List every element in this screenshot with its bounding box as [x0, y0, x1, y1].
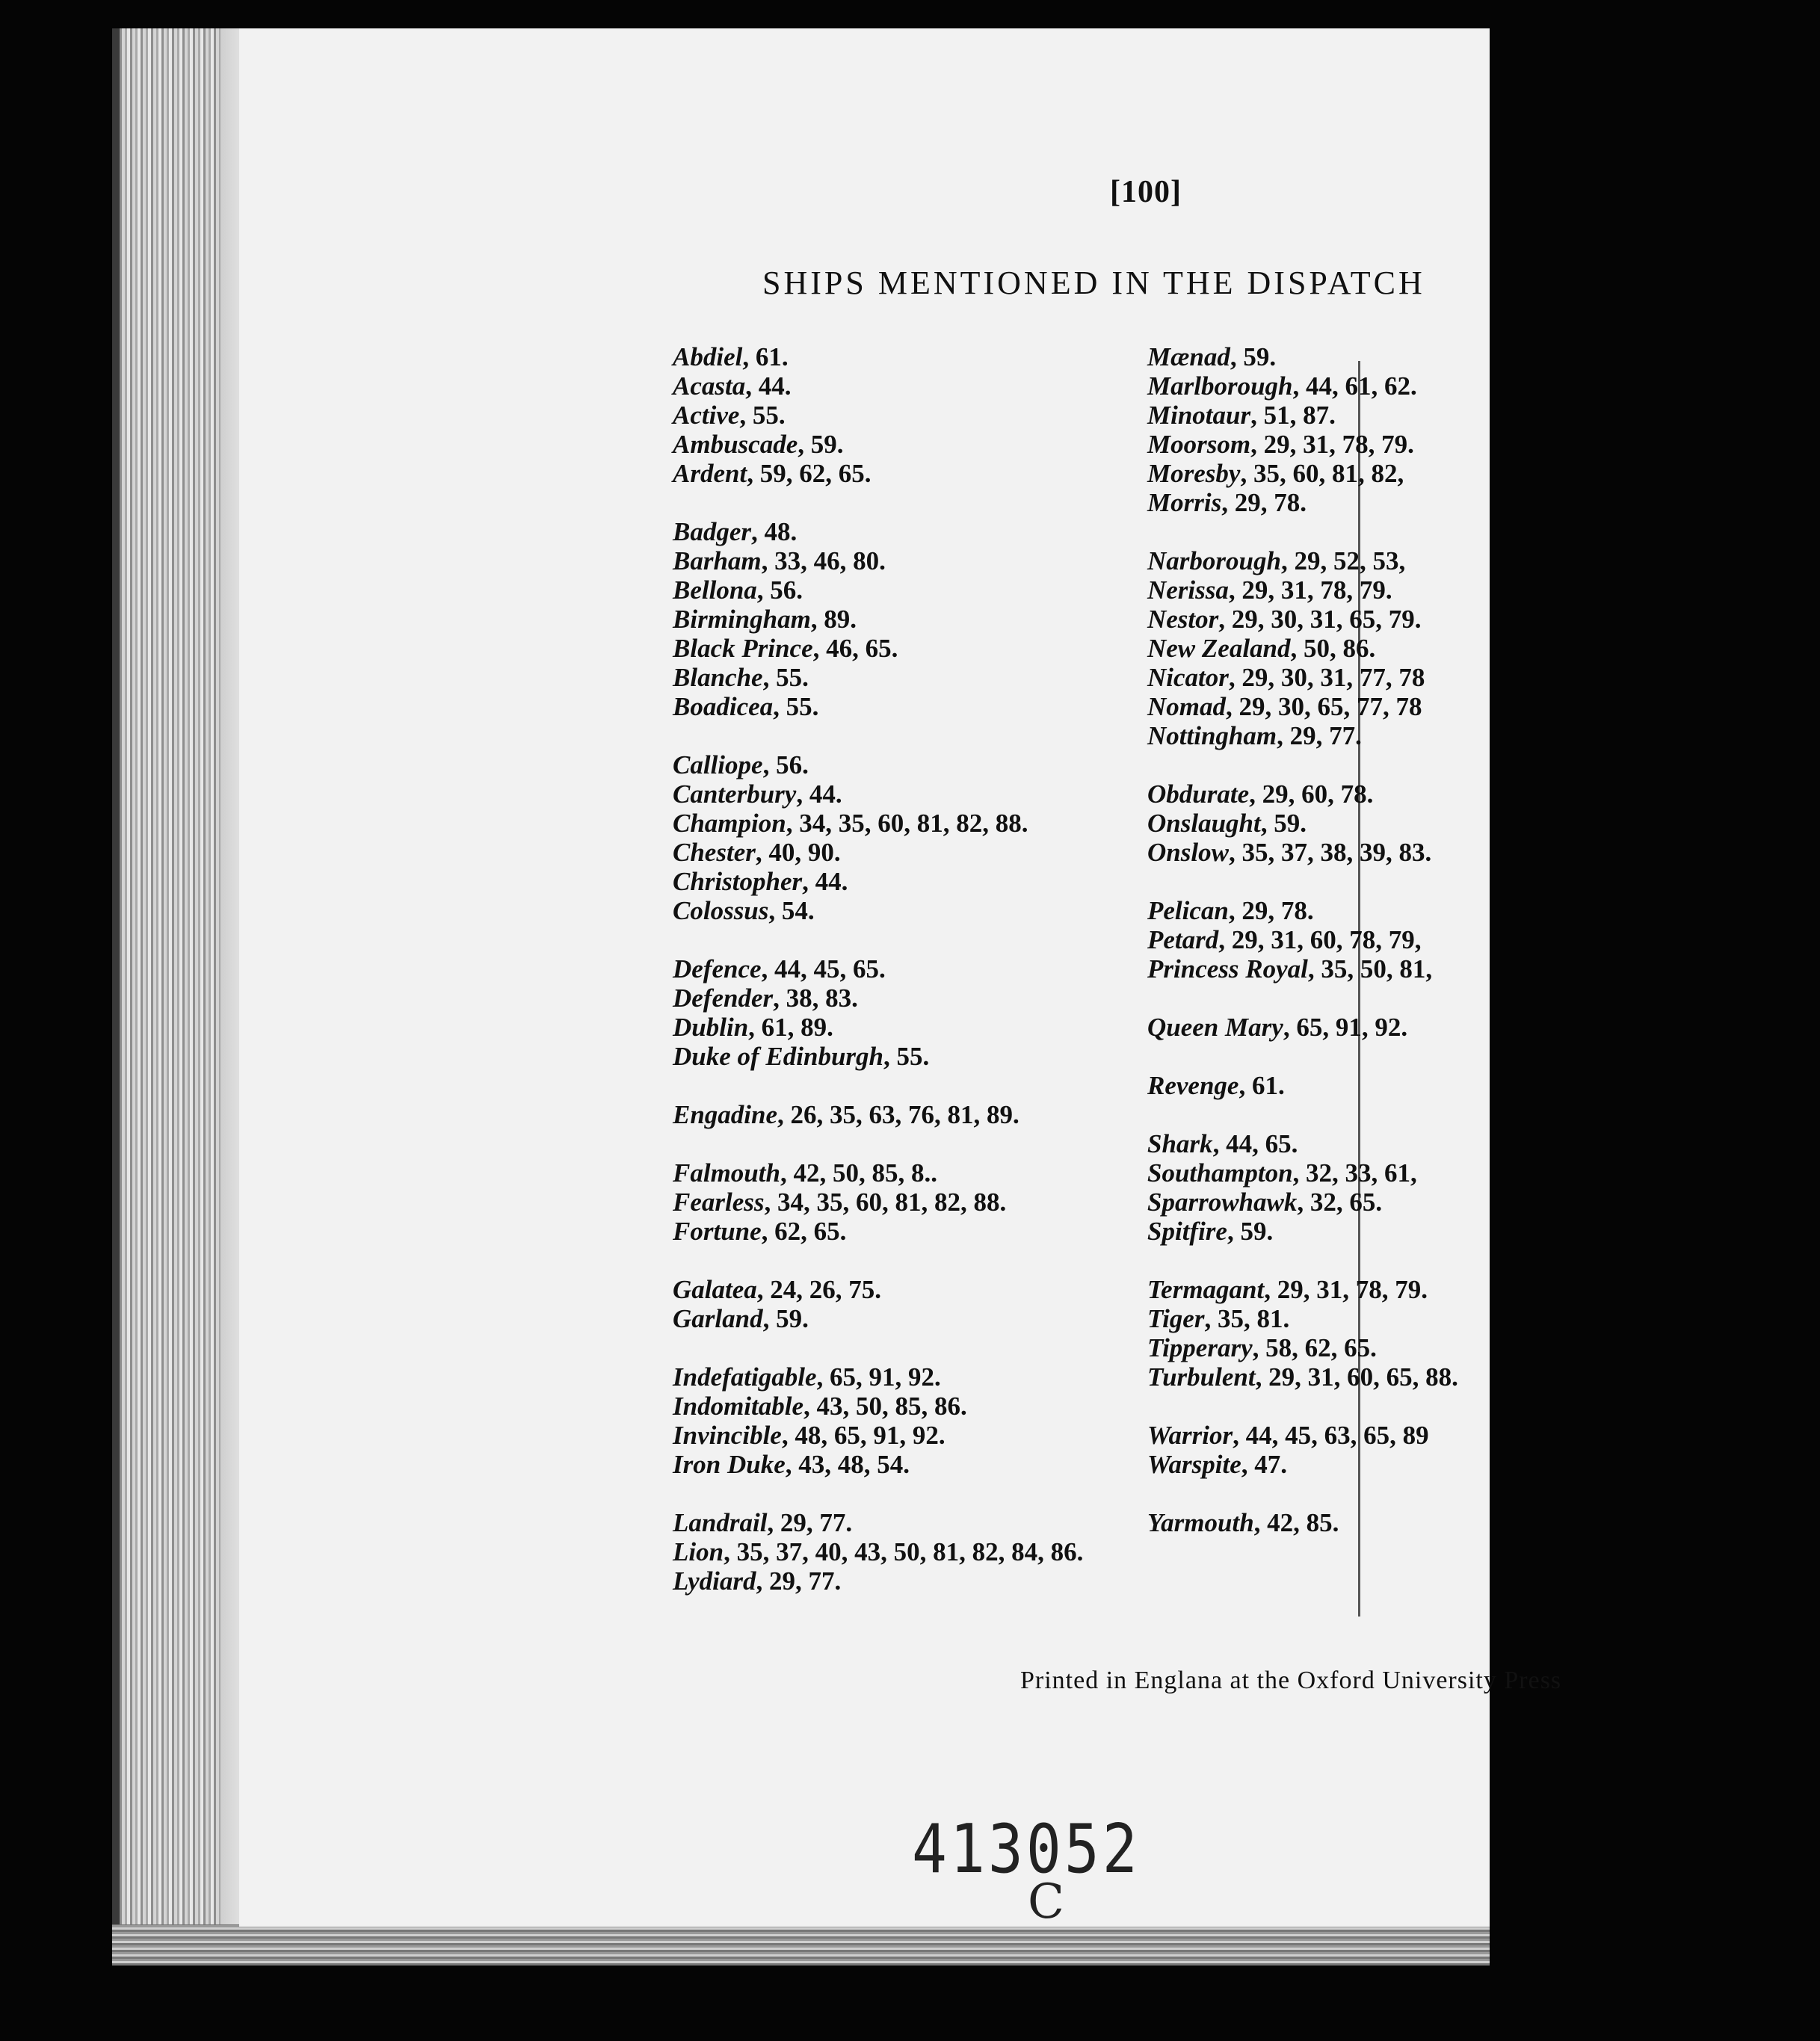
index-entry	[1147, 1217, 1820, 1246]
index-title: SHIPS MENTIONED IN THE DISPATCH	[762, 265, 1425, 301]
page-refs: , 65, 91, 92.	[1283, 1013, 1408, 1042]
page-refs: , 24, 26, 75.	[756, 1275, 882, 1304]
ship-name: Abdiel	[673, 342, 743, 371]
ship-name: Narborough	[1147, 546, 1281, 575]
ship-name: Warrior	[1147, 1421, 1233, 1450]
page-refs: , 59.	[1260, 809, 1307, 838]
index-entry	[1147, 1333, 1820, 1362]
page-refs: , 44.	[802, 867, 848, 896]
page-refs: , 26, 35, 63, 76, 81, 89.	[777, 1100, 1019, 1129]
ship-name: Termagant	[1147, 1275, 1265, 1304]
page-refs: , 29, 30, 31, 65, 79.	[1218, 605, 1422, 634]
page-refs: , 55.	[773, 692, 819, 721]
page-number: [100]	[1110, 175, 1182, 209]
ship-name: Iron Duke	[673, 1450, 786, 1479]
index-entry	[1147, 634, 1820, 663]
page-refs: , 35, 50, 81,	[1307, 954, 1433, 984]
page-refs: , 29, 31, 78, 79.	[1264, 1275, 1428, 1304]
page-refs: , 34, 35, 60, 81, 82, 88.	[764, 1188, 1007, 1217]
index-entry	[1147, 546, 1820, 575]
index-gap	[1147, 1246, 1820, 1275]
page-refs: , 59.	[798, 430, 844, 459]
ship-name: Nicator	[1147, 663, 1229, 692]
page-refs: , 35, 37, 38, 39, 83.	[1228, 838, 1432, 867]
ship-name: Minotaur	[1147, 401, 1251, 430]
ship-name: Invincible	[673, 1421, 782, 1450]
page-refs: , 55.	[739, 401, 786, 430]
page-refs: , 42, 85.	[1253, 1508, 1339, 1537]
page-refs: , 40, 90.	[755, 838, 841, 867]
ship-name: Colossus	[673, 896, 769, 925]
page-refs: , 29, 31, 78, 79.	[1228, 575, 1392, 605]
page-refs: , 35, 60, 81, 82,	[1240, 459, 1404, 488]
index-entry	[1147, 1362, 1820, 1392]
index-entry	[1147, 605, 1820, 634]
ship-name: Tipperary	[1147, 1333, 1253, 1362]
ship-name: Tiger	[1147, 1304, 1205, 1333]
ship-name: Warspite	[1147, 1450, 1241, 1479]
ship-name: Onslow	[1147, 838, 1229, 867]
ship-name: Obdurate	[1147, 779, 1250, 809]
book-page	[239, 28, 1562, 1930]
page-refs: , 48, 65, 91, 92.	[781, 1421, 946, 1450]
page-refs: , 59, 62, 65.	[747, 459, 872, 488]
ship-name: Champion	[673, 809, 786, 838]
stamp-mark: C	[1028, 1874, 1064, 1930]
index-entry	[673, 1566, 1375, 1596]
ship-name: Engadine	[673, 1100, 778, 1129]
index-entry	[1147, 1129, 1820, 1158]
ship-name: Defender	[673, 984, 774, 1013]
index-entry	[1147, 1013, 1820, 1042]
page-refs: , 29, 78.	[1228, 896, 1314, 925]
ship-name: Nestor	[1147, 605, 1219, 634]
printer-imprint: Printed in Englana at the Oxford University Press	[1020, 1667, 1562, 1694]
index-entry	[1147, 925, 1820, 954]
ship-name: New Zealand	[1147, 634, 1291, 663]
ship-name: Ardent	[673, 459, 747, 488]
page-refs: , 44.	[796, 779, 842, 809]
index-entry	[1147, 838, 1820, 867]
ship-name: Moresby	[1147, 459, 1241, 488]
page-refs: , 33, 46, 80.	[761, 546, 886, 575]
index-entry	[1147, 1275, 1820, 1304]
index-entry	[1147, 809, 1820, 838]
ship-name: Garland	[673, 1304, 763, 1333]
ship-name: Morris	[1147, 488, 1222, 517]
page-refs: , 56.	[756, 575, 803, 605]
ship-name: Active	[673, 401, 740, 430]
page-refs: , 51, 87.	[1250, 401, 1336, 430]
page-refs: , 29, 31, 60, 65, 88.	[1255, 1362, 1458, 1392]
page-refs: , 29, 30, 31, 77, 78	[1228, 663, 1425, 692]
index-entry	[1147, 779, 1820, 809]
page-refs: , 34, 35, 60, 81, 82, 88.	[786, 809, 1028, 838]
page-refs: , 47.	[1241, 1450, 1287, 1479]
ship-name: Chester	[673, 838, 756, 867]
page-refs: , 29, 31, 78, 79.	[1250, 430, 1414, 459]
ship-name: Moorsom	[1147, 430, 1251, 459]
ship-name: Yarmouth	[1147, 1508, 1254, 1537]
index-entry	[1147, 1071, 1820, 1100]
page-refs: , 29, 77.	[1277, 721, 1362, 750]
ship-name: Falmouth	[673, 1158, 780, 1188]
ship-name: Nottingham	[1147, 721, 1277, 750]
index-gap	[1147, 1392, 1820, 1421]
index-entry	[1147, 692, 1820, 721]
index-entry	[1147, 954, 1820, 984]
index-entry	[1147, 401, 1820, 430]
ship-name: Nerissa	[1147, 575, 1229, 605]
ship-name: Calliope	[673, 750, 763, 779]
page-refs: , 58, 62, 65.	[1252, 1333, 1377, 1362]
page-refs: , 65, 91, 92.	[816, 1362, 941, 1392]
ship-name: Shark	[1147, 1129, 1213, 1158]
ship-name: Landrail	[673, 1508, 768, 1537]
page-refs: , 50, 86.	[1290, 634, 1376, 663]
ship-name: Badger	[673, 517, 751, 546]
page-refs: , 48.	[751, 517, 798, 546]
page-refs: , 29, 78.	[1221, 488, 1307, 517]
ship-name: Dublin	[673, 1013, 749, 1042]
page-refs: , 59.	[1227, 1217, 1274, 1246]
page-refs: , 54.	[768, 896, 815, 925]
page-refs: , 62, 65.	[761, 1217, 847, 1246]
page-refs: , 44, 65.	[1212, 1129, 1298, 1158]
page-refs: , 59.	[762, 1304, 809, 1333]
page-refs: , 29, 60, 78.	[1249, 779, 1374, 809]
page-refs: , 43, 48, 54.	[785, 1450, 910, 1479]
index-entry	[1147, 430, 1820, 459]
index-gap	[1147, 984, 1820, 1013]
ship-name: Queen Mary	[1147, 1013, 1283, 1042]
ship-name: Lydiard	[673, 1566, 756, 1596]
index-entry	[1147, 459, 1820, 488]
ship-name: Acasta	[673, 371, 746, 401]
index-gap	[1147, 1042, 1820, 1071]
page-refs: , 61, 89.	[748, 1013, 833, 1042]
page-refs: , 44, 45, 65.	[761, 954, 886, 984]
ship-name: Nomad	[1147, 692, 1226, 721]
page-refs: , 35, 37, 40, 43, 50, 81, 82, 84, 86.	[724, 1537, 1084, 1566]
page-refs: , 55.	[883, 1042, 930, 1071]
ship-name: Duke of Edinburgh	[673, 1042, 884, 1071]
index-entry	[1147, 488, 1820, 517]
ship-name: Galatea	[673, 1275, 757, 1304]
ship-name: Indomitable	[673, 1392, 804, 1421]
page-refs: , 89.	[810, 605, 857, 634]
index-gap	[1147, 1100, 1820, 1129]
index-entry	[1147, 1188, 1820, 1217]
ship-name: Ambuscade	[673, 430, 798, 459]
page-refs: , 61.	[1238, 1071, 1285, 1100]
library-stamp: 413052	[912, 1811, 1141, 1889]
page-refs: , 29, 52, 53,	[1280, 546, 1406, 575]
page-refs: , 59.	[1230, 342, 1277, 371]
ship-name: Sparrowhawk	[1147, 1188, 1298, 1217]
index-entry	[673, 1537, 1375, 1566]
ship-name: Bellona	[673, 575, 757, 605]
page-refs: , 38, 83.	[773, 984, 858, 1013]
page-refs: , 46, 65.	[812, 634, 898, 663]
index-entry	[1147, 896, 1820, 925]
page-refs: , 29, 77.	[767, 1508, 853, 1537]
index-entry	[1147, 1158, 1820, 1188]
ship-name: Princess Royal	[1147, 954, 1308, 984]
ship-name: Spitfire	[1147, 1217, 1227, 1246]
index-gap	[1147, 867, 1820, 896]
page-refs: , 32, 33, 61,	[1292, 1158, 1417, 1188]
index-entry	[1147, 575, 1820, 605]
index-entry	[1147, 1304, 1820, 1333]
page-refs: , 42, 50, 85, 8..	[780, 1158, 937, 1188]
ship-name: Turbulent	[1147, 1362, 1256, 1392]
ship-name: Mænad	[1147, 342, 1230, 371]
index-gap	[1147, 750, 1820, 779]
page-refs: , 61.	[742, 342, 789, 371]
page-refs: , 35, 81.	[1204, 1304, 1290, 1333]
index-entry	[1147, 1421, 1820, 1450]
index-entry	[1147, 721, 1820, 750]
ship-name: Marlborough	[1147, 371, 1293, 401]
page-refs: , 32, 65.	[1297, 1188, 1383, 1217]
ship-name: Boadicea	[673, 692, 774, 721]
ship-name: Black Prince	[673, 634, 813, 663]
ship-name: Birmingham	[673, 605, 811, 634]
ship-name: Indefatigable	[673, 1362, 817, 1392]
ship-name: Fortune	[673, 1217, 762, 1246]
ship-name: Southampton	[1147, 1158, 1293, 1188]
index-entry	[1147, 371, 1820, 401]
ship-name: Revenge	[1147, 1071, 1239, 1100]
index-entry	[1147, 342, 1820, 371]
index-gap	[1147, 517, 1820, 546]
page-refs: , 44, 45, 63, 65, 89	[1233, 1421, 1429, 1450]
page-refs: , 56.	[762, 750, 809, 779]
page-refs: , 44.	[745, 371, 792, 401]
index-entry	[1147, 1508, 1820, 1537]
page-refs: , 43, 50, 85, 86.	[803, 1392, 967, 1421]
ship-name: Pelican	[1147, 896, 1229, 925]
page-refs: , 29, 30, 65, 77, 78	[1226, 692, 1422, 721]
index-entry	[1147, 663, 1820, 692]
ship-name: Fearless	[673, 1188, 765, 1217]
index-entry	[1147, 1450, 1820, 1479]
ship-name: Canterbury	[673, 779, 797, 809]
page-edge	[112, 1924, 1490, 1966]
index-gap	[1147, 1479, 1820, 1508]
page-refs: , 29, 31, 60, 78, 79,	[1218, 925, 1422, 954]
index-column-right	[1147, 342, 1820, 1537]
ship-name: Defence	[673, 954, 762, 984]
ship-name: Onslaught	[1147, 809, 1261, 838]
page-refs: , 29, 77.	[756, 1566, 842, 1596]
page-refs: , 55.	[762, 663, 809, 692]
ship-name: Petard	[1147, 925, 1219, 954]
ship-name: Christopher	[673, 867, 803, 896]
ship-name: Barham	[673, 546, 762, 575]
ship-name: Lion	[673, 1537, 724, 1566]
page-refs: , 44, 61, 62.	[1292, 371, 1417, 401]
ship-name: Blanche	[673, 663, 763, 692]
